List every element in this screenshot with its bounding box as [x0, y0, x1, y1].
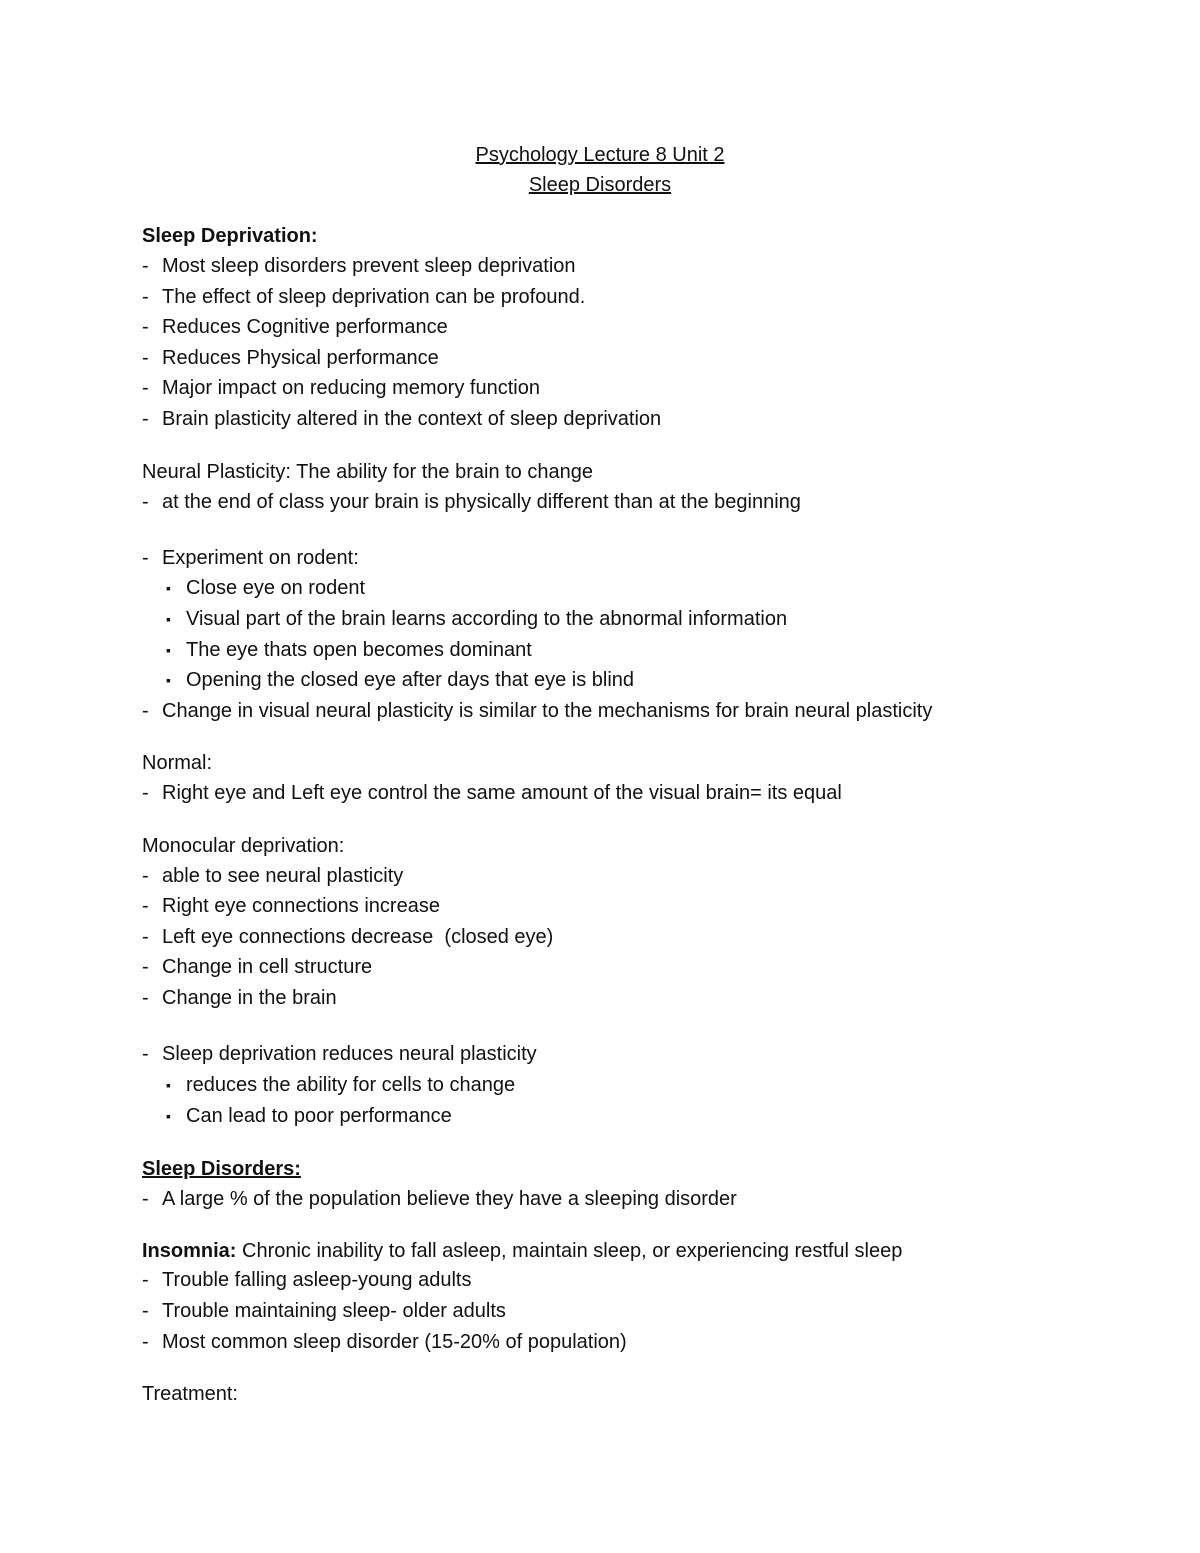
- list-item: [142, 254, 576, 278]
- dash-marker: -: [142, 547, 149, 569]
- list-item-text: Change in the brain: [162, 987, 337, 1009]
- list-item: [142, 346, 439, 370]
- list-item: [142, 376, 540, 400]
- list-item: [142, 1330, 627, 1354]
- list-item-text: Left eye connections decrease (closed eye): [162, 926, 554, 948]
- list-item: [142, 955, 372, 979]
- list-item-text: Most sleep disorders prevent sleep deprivation: [162, 255, 576, 277]
- list-item-text: Change in visual neural plasticity is similar to the mechanisms for brain neural plasticity: [162, 700, 933, 722]
- list-item-text: Trouble maintaining sleep- older adults: [162, 1300, 506, 1322]
- sub-list-item-text: The eye thats open becomes dominant: [186, 639, 532, 661]
- list-item: [142, 1042, 537, 1066]
- dash-marker: -: [142, 1043, 149, 1065]
- list-item-text: The effect of sleep deprivation can be profound.: [162, 286, 586, 308]
- bullet-marker: ▪: [166, 642, 171, 658]
- list-item-text: A large % of the population believe they have a sleeping disorder: [162, 1188, 737, 1210]
- list-item-text: Brain plasticity altered in the context of sleep deprivation: [162, 408, 662, 430]
- list-item: [142, 1187, 737, 1211]
- list-item: [142, 407, 661, 431]
- list-item-text: Trouble falling asleep-young adults: [162, 1269, 472, 1291]
- list-item: [142, 925, 553, 949]
- list-item: [142, 546, 359, 570]
- list-item-text: able to see neural plasticity: [162, 865, 404, 887]
- sub-list-item-text: Close eye on rodent: [186, 577, 366, 599]
- bullet-marker: ▪: [166, 1108, 171, 1124]
- dash-marker: -: [142, 865, 149, 887]
- list-item-text: at the end of class your brain is physically different than at the beginning: [162, 491, 801, 513]
- normal-heading: Normal:: [142, 752, 213, 774]
- list-item: [142, 699, 932, 723]
- sleep-disorders-heading-text: Sleep Disorders:: [142, 1158, 301, 1180]
- sub-list-item-text: Can lead to poor performance: [186, 1105, 452, 1127]
- list-item: [142, 894, 440, 918]
- list-item-text: Most common sleep disorder (15-20% of population): [162, 1331, 627, 1353]
- dash-marker: -: [142, 926, 149, 948]
- insomnia-definition-text: Chronic inability to fall asleep, maintain sleep, or experiencing restful sleep: [236, 1240, 903, 1262]
- dash-marker: -: [142, 286, 149, 308]
- dash-marker: -: [142, 1269, 149, 1291]
- dash-marker: -: [142, 895, 149, 917]
- list-item: [142, 1268, 471, 1292]
- dash-marker: -: [142, 408, 149, 430]
- document-title: [0, 143, 1200, 167]
- sub-list-item-text: Visual part of the brain learns according to the abnormal information: [186, 608, 788, 630]
- list-item-text: Major impact on reducing memory function: [162, 377, 540, 399]
- sleep-deprivation-heading: Sleep Deprivation:: [142, 225, 318, 247]
- bullet-marker: ▪: [166, 580, 171, 596]
- list-item-text: Change in cell structure: [162, 956, 373, 978]
- list-item: [142, 315, 448, 339]
- dash-marker: -: [142, 1300, 149, 1322]
- dash-marker: -: [142, 255, 149, 277]
- sub-list-item: [166, 638, 532, 662]
- list-item-text: Reduces Cognitive performance: [162, 316, 448, 338]
- sub-list-item: [166, 576, 365, 600]
- subtitle-text: Sleep Disorders: [528, 174, 672, 196]
- list-item-text: Sleep deprivation reduces neural plasticity: [162, 1043, 537, 1065]
- list-item-text: Right eye and Left eye control the same amount of the visual brain= its equal: [162, 782, 842, 804]
- dash-marker: -: [142, 1331, 149, 1353]
- dash-marker: -: [142, 700, 149, 722]
- dash-marker: -: [142, 316, 149, 338]
- sub-list-item: [166, 1104, 452, 1128]
- sub-list-item: [166, 1073, 515, 1097]
- bullet-marker: ▪: [166, 1077, 171, 1093]
- list-item-text: Right eye connections increase: [162, 895, 440, 917]
- sleep-disorders-heading: [142, 1157, 301, 1181]
- list-item: [142, 1299, 506, 1323]
- dash-marker: -: [142, 782, 149, 804]
- bullet-marker: ▪: [166, 611, 171, 627]
- dash-marker: -: [142, 347, 149, 369]
- insomnia-term: Insomnia:: [142, 1240, 237, 1262]
- monocular-heading: Monocular deprivation:: [142, 835, 345, 857]
- sub-list-item-text: reduces the ability for cells to change: [186, 1074, 516, 1096]
- sub-list-item: [166, 668, 634, 692]
- list-item: [142, 781, 842, 805]
- neural-plasticity-definition: Neural Plasticity: The ability for the brain to change: [142, 461, 593, 483]
- list-item-text: Reduces Physical performance: [162, 347, 439, 369]
- sub-list-item-text: Opening the closed eye after days that eye is blind: [186, 669, 635, 691]
- dash-marker: -: [142, 956, 149, 978]
- list-item: [142, 490, 801, 514]
- treatment-heading: Treatment:: [142, 1383, 238, 1405]
- list-item: [142, 986, 337, 1010]
- dash-marker: -: [142, 987, 149, 1009]
- list-item: [142, 285, 585, 309]
- sub-list-item: [166, 607, 787, 631]
- insomnia-definition: [142, 1239, 902, 1263]
- title-text: Psychology Lecture 8 Unit 2: [475, 144, 725, 166]
- list-item: [142, 864, 403, 888]
- dash-marker: -: [142, 377, 149, 399]
- bullet-marker: ▪: [166, 672, 171, 688]
- document-subtitle: [0, 173, 1200, 197]
- dash-marker: -: [142, 1188, 149, 1210]
- dash-marker: -: [142, 491, 149, 513]
- list-item-text: Experiment on rodent:: [162, 547, 359, 569]
